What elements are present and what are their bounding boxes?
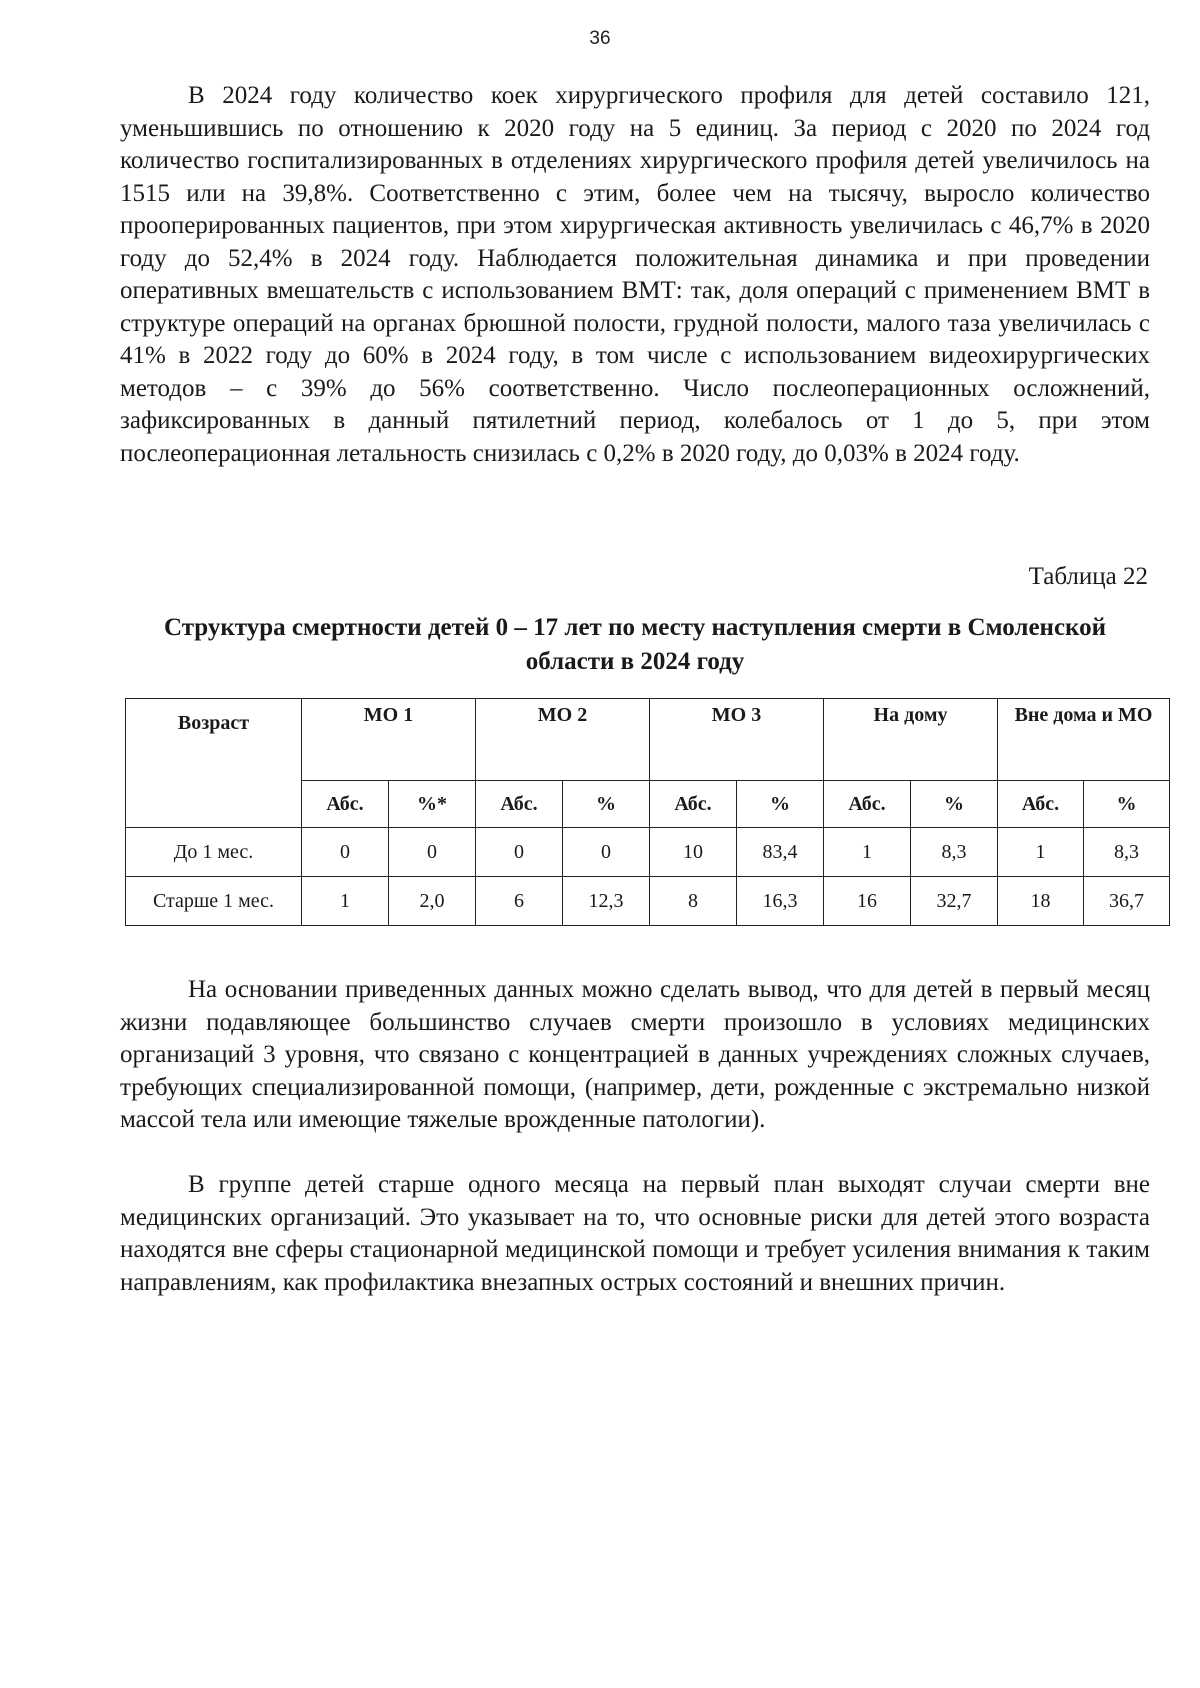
table-cell: 0 — [389, 828, 476, 877]
table-cell: 8 — [650, 877, 737, 926]
table-cell: 16 — [824, 877, 911, 926]
header-mo3: МО 3 — [650, 699, 824, 781]
subheader-abs: Абс. — [302, 781, 389, 828]
table-cell: 36,7 — [1084, 877, 1170, 926]
row-label: До 1 мес. — [126, 828, 302, 877]
subheader-percent: % — [911, 781, 998, 828]
table-cell: 8,3 — [911, 828, 998, 877]
table-cell: 6 — [476, 877, 563, 926]
table-row — [126, 877, 1170, 926]
mortality-table — [125, 698, 1170, 926]
table-cell: 16,3 — [737, 877, 824, 926]
table-cell: 1 — [302, 877, 389, 926]
table-cell: 1 — [998, 828, 1084, 877]
subheader-percent: % — [1084, 781, 1170, 828]
subheader-abs: Абс. — [998, 781, 1084, 828]
subheader-abs: Абс. — [476, 781, 563, 828]
table-cell: 0 — [563, 828, 650, 877]
row-label: Старше 1 мес. — [126, 877, 302, 926]
table-label: Таблица 22 — [1028, 563, 1148, 590]
paragraph-conclusion-older: В группе детей старше одного месяца на первый план выходят случаи смерти вне медицинских организаций. Это указывает на то, что основные риски для детей этого возраста находятся вне сферы стационарной медицинской помощи и требует усиления внимания к таким направлениям, как профилактика внезапных острых состояний и внешних причин. — [120, 1171, 1150, 1296]
paragraph-surgical-beds: В 2024 году количество коек хирургического профиля для детей составило 121, уменьшившись по отношению к 2020 году на 5 единиц. За период с 2020 по 2024 год количество госпитализированных в отделениях хирургического профиля детей увеличилось на 1515 или на 39,8%. Соответственно с этим, более чем на тысячу, выросло количество прооперированных пациентов, при этом хирургическая активность увеличилась с 46,7% в 2020 году до 52,4% в 2024 году. Наблюдается положительная динамика и при проведении оперативных вмешательств с использованием ВМТ: так, доля операций с применением ВМТ в структуре операций на органах брюшной полости, грудной полости, малого таза увеличилась с 41% в 2022 году до 60% в 2024 году, в том числе с использованием видеохирургических методов – с 39% до 56% соответственно. Число послеоперационных осложнений, зафиксированных в данный пятилетний период, колебалось от 1 до 5, при этом послеоперационная летальность снизилась с 0,2% в 2020 году, до 0,03% в 2024 году. — [120, 82, 1150, 467]
table-cell: 2,0 — [389, 877, 476, 926]
header-age: Возраст — [126, 699, 302, 828]
table-cell: 83,4 — [737, 828, 824, 877]
header-mo2: МО 2 — [476, 699, 650, 781]
table-cell: 18 — [998, 877, 1084, 926]
table-row — [126, 828, 1170, 877]
table-cell: 1 — [824, 828, 911, 877]
table-cell: 10 — [650, 828, 737, 877]
table-header-row — [126, 699, 1170, 781]
subheader-abs: Абс. — [824, 781, 911, 828]
table-cell: 0 — [302, 828, 389, 877]
subheader-percent: % — [563, 781, 650, 828]
table-title: Структура смертности детей 0 – 17 лет по месту наступления смерти в Смоленской области в 2024 году — [163, 614, 1107, 675]
table-cell: 32,7 — [911, 877, 998, 926]
header-outside: Вне дома и МО — [998, 699, 1170, 781]
header-at-home: На дому — [824, 699, 998, 781]
paragraph-conclusion-infants: На основании приведенных данных можно сделать вывод, что для детей в первый месяц жизни подавляющее большинство случаев смерти произошло в условиях медицинских организаций 3 уровня, что связано с концентрацией в данных учреждениях сложных случаев, требующих специализированной помощи, (например, дети, рожденные с экстремально низкой массой тела или имеющие тяжелые врожденные патологии). — [120, 976, 1150, 1133]
table-cell: 8,3 — [1084, 828, 1170, 877]
subheader-percent: %* — [389, 781, 476, 828]
header-mo1: МО 1 — [302, 699, 476, 781]
table-cell: 0 — [476, 828, 563, 877]
subheader-percent: % — [737, 781, 824, 828]
table-cell: 12,3 — [563, 877, 650, 926]
subheader-abs: Абс. — [650, 781, 737, 828]
page-number: 36 — [589, 28, 611, 49]
